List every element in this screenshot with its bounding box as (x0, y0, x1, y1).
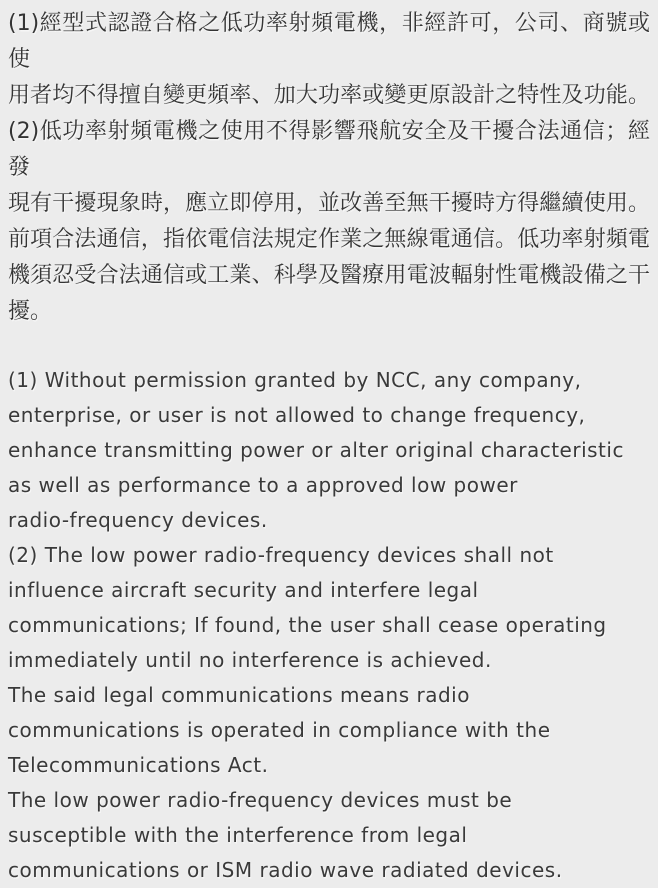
chinese-text-line: 擾。 (8, 299, 53, 324)
english-text-line: The said legal communications means radio (8, 683, 470, 707)
english-text-line: (1) Without permission granted by NCC, any company, (8, 368, 582, 392)
chinese-text-line: 機須忍受合法通信或工業、科學及醫療用電波輻射性電機設備之干 (8, 263, 650, 288)
english-text-line: as well as performance to a approved low power (8, 473, 518, 497)
english-text-line: The low power radio-frequency devices must be (8, 788, 513, 812)
chinese-text-line: 前項合法通信，指依電信法規定作業之無線電通信。低功率射頻電 (8, 227, 650, 252)
chinese-text-line: 用者均不得擅自變更頻率、加大功率或變更原設計之特性及功能。 (8, 83, 650, 108)
chinese-text-line: 現有干擾現象時，應立即停用，並改善至無干擾時方得繼續使用。 (8, 191, 650, 216)
english-text-line: enterprise, or user is not allowed to change frequency, (8, 403, 586, 427)
regulatory-notice-chinese (8, 6, 650, 330)
english-text-line: enhance transmitting power or alter original characteristic (8, 438, 624, 462)
english-text-line: susceptible with the interference from legal (8, 823, 468, 847)
english-text-line: communications; If found, the user shall cease operating (8, 613, 607, 637)
english-text-line: influence aircraft security and interfere legal (8, 578, 479, 602)
english-text-line: communications is operated in compliance with the (8, 718, 551, 742)
english-text-line: communications or ISM radio wave radiated devices. (8, 858, 563, 882)
english-text-line: radio-frequency devices. (8, 508, 268, 532)
regulatory-notice-english (8, 363, 650, 888)
english-text-line: (2) The low power radio-frequency devices shall not (8, 543, 554, 567)
chinese-text-line: (1)經型式認證合格之低功率射頻電機，非經許可，公司、商號或使 (8, 11, 650, 72)
english-text-line: Telecommunications Act. (8, 753, 269, 777)
english-text-line: immediately until no interference is achieved. (8, 648, 492, 672)
chinese-text-line: (2)低功率射頻電機之使用不得影響飛航安全及干擾合法通信；經發 (8, 119, 650, 180)
